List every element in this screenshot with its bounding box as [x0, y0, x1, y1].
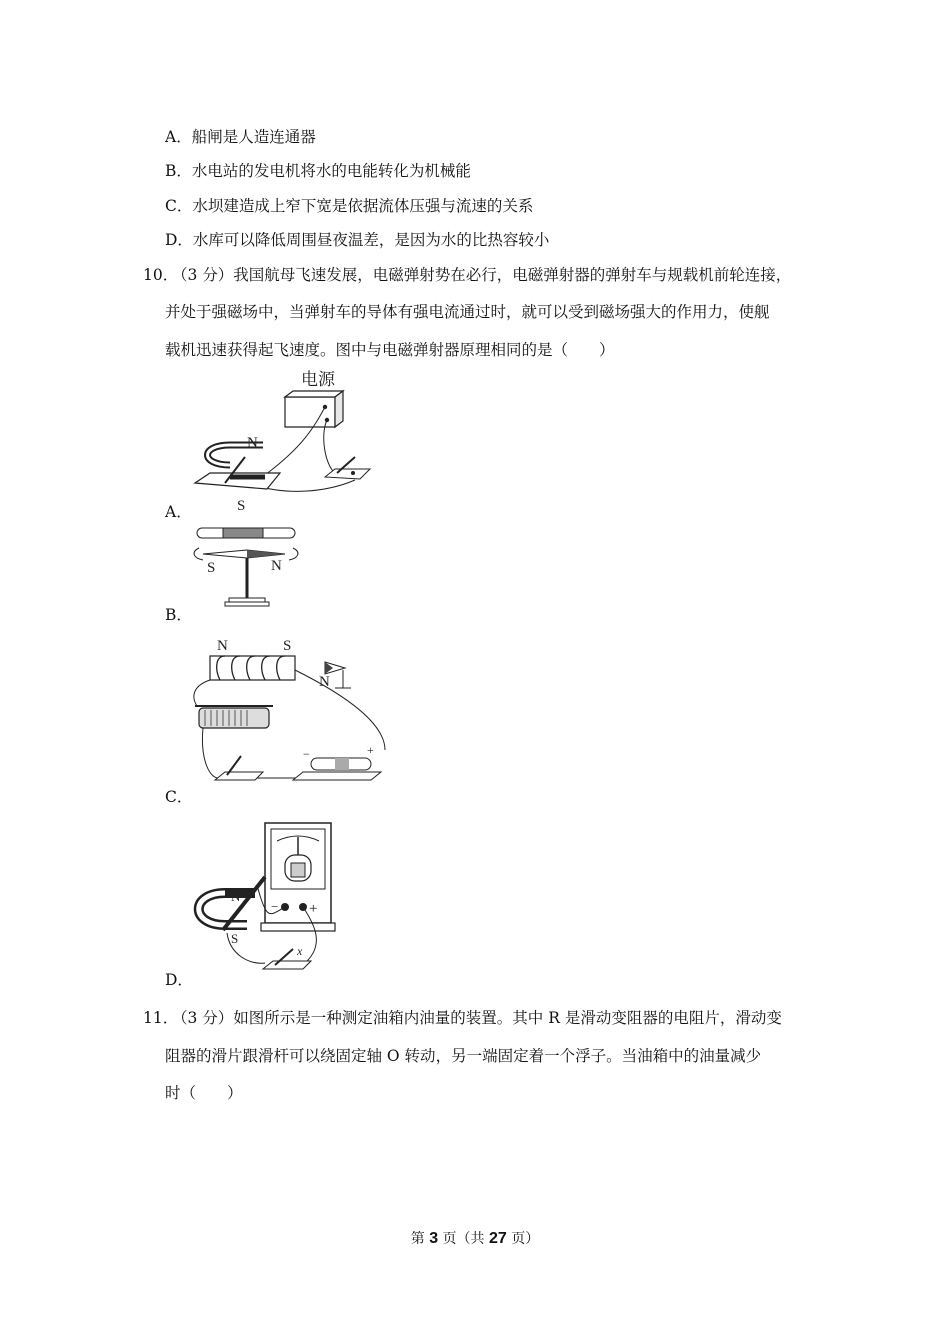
figure-d-label: D．	[165, 971, 193, 989]
battery-minus: −	[303, 747, 310, 761]
q10-line-3: 载机迅速获得起飞速度。图中与电磁弹射器原理相同的是（ ）	[165, 341, 615, 359]
q9-option-c: C．水坝建造成上窄下宽是依据流体压强与流速的关系	[165, 197, 534, 215]
q11-line-2: 阻器的滑片跟滑杆可以绕固定轴 O 转动，另一端固定着一个浮子。当油箱中的油量减少	[165, 1047, 762, 1065]
figure-c-label: C．	[165, 788, 193, 806]
solenoid-n: N	[217, 638, 228, 654]
footer-total: 27	[489, 1230, 507, 1247]
footer-suffix: 页）	[506, 1231, 540, 1247]
switch-x: x	[297, 944, 303, 958]
compass-n: N	[319, 674, 330, 690]
meter-plus: +	[309, 901, 318, 917]
power-label: 电源	[301, 370, 335, 389]
q9-option-b: B．水电站的发电机将水的电能转化为机械能	[165, 162, 471, 180]
footer-page: 3	[429, 1230, 439, 1247]
figure-b	[185, 522, 315, 612]
magnet-d-n: N	[231, 889, 241, 904]
figure-a-label: A．	[165, 503, 192, 521]
battery-plus: +	[367, 743, 374, 757]
q9-option-d: D．水库可以降低周围昼夜温差，是因为水的比热容较小	[165, 231, 550, 249]
q11-line-1: （3 分）如图所示是一种测定油箱内油量的装置。其中 R 是滑动变阻器的电阻片，滑动变	[172, 1009, 782, 1027]
figure-b-label: B．	[165, 606, 192, 624]
meter-minus: −	[271, 899, 279, 914]
solenoid-s: S	[283, 638, 292, 654]
magnet-s: S	[237, 498, 246, 514]
page-footer	[0, 1228, 950, 1248]
q10-number: 10．	[143, 266, 179, 284]
needle-n: N	[271, 558, 282, 574]
footer-middle: 页（共	[438, 1231, 489, 1247]
q10-line-2: 并处于强磁场中，当弹射车的导体有强电流通过时，就可以受到磁场强大的作用力，使舰	[165, 303, 770, 321]
q9-option-a: A．船闸是人造连通器	[165, 128, 316, 146]
q11-number: 11．	[143, 1009, 179, 1027]
q11-line-3: 时（ ）	[165, 1084, 243, 1102]
magnet-d-s: S	[231, 931, 239, 946]
figure-a	[185, 365, 385, 515]
needle-s: S	[207, 560, 216, 576]
q10-line-1: （3 分）我国航母飞速发展，电磁弹射势在必行，电磁弹射器的弹射车与规载机前轮连接，	[172, 266, 792, 284]
figure-d	[185, 815, 345, 975]
figure-c	[185, 630, 395, 795]
magnet-n: N	[247, 435, 258, 451]
footer-prefix: 第	[410, 1231, 430, 1247]
